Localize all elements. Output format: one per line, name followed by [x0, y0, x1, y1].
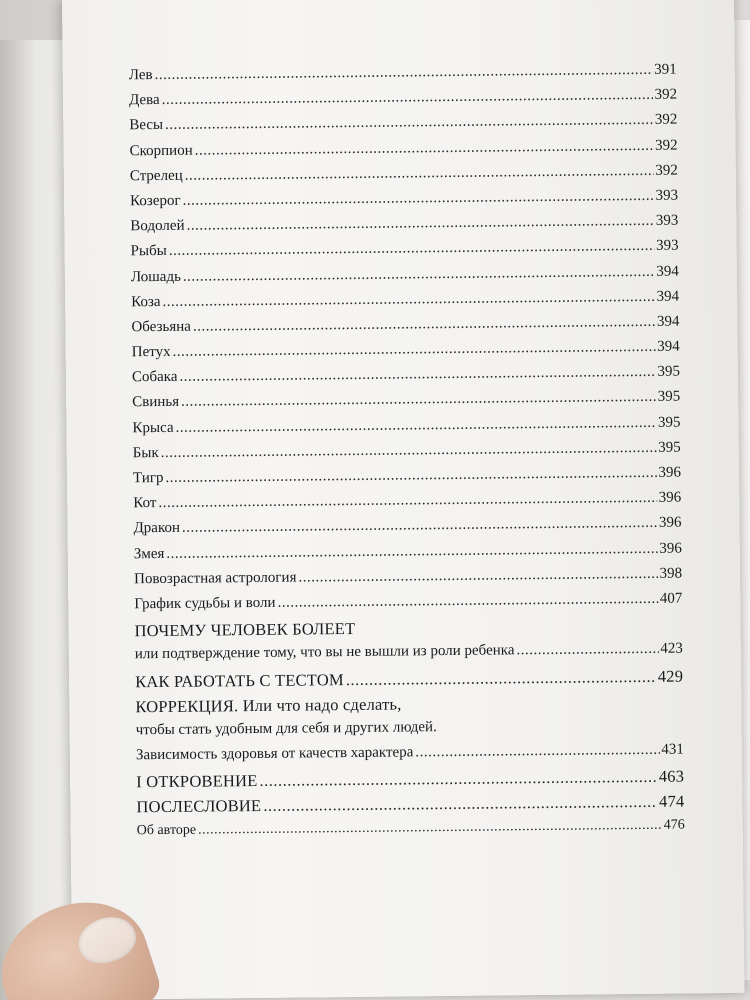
- toc-leader-dots: [193, 314, 655, 336]
- toc-entry-page: 392: [654, 111, 678, 129]
- toc-entry-title: Лошадь: [130, 268, 181, 285]
- toc-entry-page: 394: [656, 263, 679, 280]
- toc-leader-dots: [169, 238, 655, 260]
- toc-entry-page: 474: [658, 791, 685, 812]
- toc-entry-title: КОРРЕКЦИЯ. Или что надо сделать,: [135, 694, 402, 716]
- toc-entry-title: Козерог: [130, 192, 181, 210]
- toc-entry-page: 393: [656, 237, 679, 255]
- toc-entry-title: Стрелец: [129, 167, 183, 185]
- toc-entry-page: 396: [658, 514, 682, 532]
- toc-entry-page: 429: [657, 666, 684, 686]
- toc-leader-dots: [183, 263, 655, 285]
- toc-leader-dots: [155, 62, 653, 84]
- toc-entry-title: График судьбы и воли: [134, 594, 276, 613]
- toc-entry-page: 396: [658, 464, 682, 481]
- toc-leader-dots: [263, 792, 657, 816]
- toc-entry-page: 395: [657, 414, 681, 431]
- toc-entry-page: 395: [657, 363, 681, 381]
- toc-leader-dots: [172, 339, 655, 361]
- toc-entry-title: Змея: [133, 545, 165, 562]
- toc-entry-page: 423: [660, 640, 683, 658]
- toc-leader-dots: [179, 364, 655, 386]
- toc-entry-title: Весы: [129, 117, 164, 134]
- toc-leader-dots: [186, 213, 653, 235]
- toc-entry-title: КАК РАБОТАТЬ С ТЕСТОМ: [135, 669, 344, 691]
- toc-entry-title: Тигр: [132, 469, 164, 487]
- toc-entry-page: 407: [659, 590, 683, 607]
- toc-leader-dots: [259, 767, 657, 791]
- toc-entry-title: ПОЧЕМУ ЧЕЛОВЕК БОЛЕЕТ: [134, 619, 356, 641]
- toc-entry-title: Водолей: [130, 217, 185, 235]
- toc-entry-title: Свинья: [132, 394, 180, 411]
- toc-entry-title: Дева: [128, 92, 160, 109]
- toc-entry-page: 398: [659, 565, 683, 582]
- toc-entry-page: 396: [658, 489, 682, 506]
- toc-entry-title: Собака: [131, 369, 178, 386]
- toc-leader-dots: [298, 566, 657, 587]
- toc-leader-dots: [198, 817, 662, 838]
- toc-leader-dots: [175, 414, 656, 436]
- toc-entry-page: 463: [658, 766, 685, 787]
- toc-entry-page: 392: [654, 137, 678, 154]
- toc-entry-title: Коза: [131, 293, 161, 310]
- toc-leader-dots: [183, 188, 654, 210]
- toc-leader-dots: [415, 742, 659, 762]
- toc-leader-dots: [195, 137, 654, 159]
- toc-entry-page: 394: [656, 288, 680, 305]
- toc-entry: [137, 817, 685, 848]
- toc-entry-page: 395: [657, 388, 681, 406]
- table-of-contents: [129, 62, 685, 849]
- toc-leader-dots: [346, 666, 656, 689]
- toc-entry-title: Кот: [133, 495, 157, 512]
- toc-entry-page: 476: [663, 817, 685, 833]
- toc-leader-dots: [185, 163, 654, 185]
- toc-entry-title: чтобы стать удобным для себя и других людей.: [135, 718, 437, 739]
- toc-entry-page: 393: [655, 187, 679, 204]
- toc-entry-page: 395: [658, 439, 681, 456]
- toc-entry-title: I ОТКРОВЕНИЕ: [136, 771, 258, 792]
- toc-entry-title: Скорпион: [129, 142, 193, 159]
- toc-entry-title: Крыса: [132, 419, 174, 436]
- toc-entry-title: или подтверждение тому, что вы не вышли из роли ребенка: [134, 642, 515, 663]
- toc-entry-title: Дракон: [133, 520, 181, 537]
- toc-leader-dots: [516, 641, 658, 659]
- toc-entry-title: Петух: [131, 343, 171, 361]
- toc-entry-page: 393: [655, 212, 679, 229]
- toc-entry-title: Об авторе: [136, 822, 197, 838]
- toc-entry-page: 394: [656, 313, 680, 330]
- toc-leader-dots: [181, 389, 656, 411]
- toc-leader-dots: [182, 515, 657, 537]
- toc-entry-title: ПОСЛЕСЛОВИЕ: [136, 796, 262, 817]
- toc-entry-page: 391: [654, 61, 677, 78]
- toc-entry-page: 431: [661, 741, 684, 758]
- toc-entry-title: Зависимость здоровья от качеств характера: [135, 744, 414, 764]
- toc-entry-title: Лев: [128, 67, 153, 84]
- book-page: [62, 0, 744, 1000]
- toc-entry-page: 392: [654, 86, 678, 103]
- toc-entry-page: 392: [655, 162, 678, 179]
- toc-entry-title: Рыбы: [130, 243, 167, 260]
- toc-entry-title: Повозрастная астрология: [133, 569, 297, 588]
- toc-entry-page: 396: [659, 540, 682, 557]
- toc-entry-page: 394: [657, 338, 680, 355]
- toc-entry-title: Бык: [132, 444, 159, 462]
- toc-leader-dots: [277, 591, 657, 612]
- toc-entry-title: Обезьяна: [131, 318, 191, 336]
